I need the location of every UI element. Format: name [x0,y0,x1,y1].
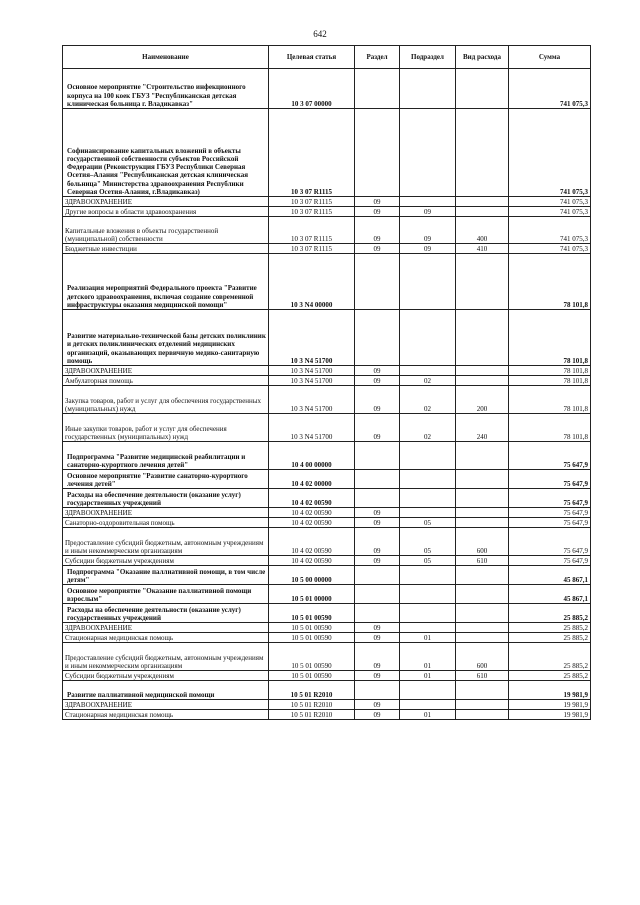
row-expense-type-cell [456,508,509,518]
row-name-cell: Развитие паллиативной медицинской помощи [63,681,269,700]
row-name-cell: Подпрограмма "Развитие медицинской реабилитации и санаторно-курортного лечения детей" [63,442,269,470]
row-expense-type-cell [456,366,509,376]
row-target-article-cell: 10 5 01 00000 [269,585,355,604]
row-amount-cell: 45 867,1 [509,585,591,604]
row-subsection-cell [400,109,456,197]
row-expense-type-cell [456,604,509,623]
row-section-cell: 09 [355,217,400,244]
row-subsection-cell [400,366,456,376]
row-name-cell: Предоставление субсидий бюджетным, автономным учреждениям и иным некоммерческим организациям [63,643,269,671]
row-subsection-cell [400,489,456,508]
row-section-cell: 09 [355,197,400,207]
table-row [63,217,591,244]
row-name-cell: ЗДРАВООХРАНЕНИЕ [63,623,269,633]
row-name-cell: ЗДРАВООХРАНЕНИЕ [63,366,269,376]
header-expense-type: Вид расхода [456,46,509,69]
row-target-article-cell: 10 4 02 00000 [269,470,355,489]
row-target-article-cell: 10 5 01 R2010 [269,681,355,700]
row-amount-cell: 19 981,9 [509,710,591,720]
row-target-article-cell: 10 3 N4 51700 [269,366,355,376]
table-row [63,604,591,623]
table-row [63,207,591,217]
row-expense-type-cell: 610 [456,556,509,566]
row-amount-cell: 19 981,9 [509,700,591,710]
row-amount-cell: 741 075,3 [509,69,591,109]
page-number: 642 [313,29,327,39]
row-target-article-cell: 10 4 02 00590 [269,528,355,556]
row-section-cell: 09 [355,508,400,518]
row-section-cell: 09 [355,376,400,386]
table-row [63,386,591,414]
row-name-cell: Амбулаторная помощь [63,376,269,386]
header-section: Раздел [355,46,400,69]
row-amount-cell: 78 101,8 [509,386,591,414]
row-expense-type-cell: 410 [456,244,509,254]
row-subsection-cell: 09 [400,217,456,244]
row-name-cell: Основное мероприятие "Развитие санаторно-курортного лечения детей" [63,470,269,489]
row-target-article-cell: 10 4 02 00590 [269,489,355,508]
row-name-cell: Субсидии бюджетным учреждениям [63,556,269,566]
row-name-cell: Расходы на обеспечение деятельности (оказание услуг) государственных учреждений [63,489,269,508]
row-amount-cell: 25 885,2 [509,633,591,643]
table-row [63,376,591,386]
row-name-cell: Софинансирование капитальных вложений в объекты государственной собственности субъектов Российской Федерации (Реконструкция ГБУЗ Республики Северная Осетия–Алания "Республиканская детская клиническая больница" Министерства здравоохранения Республики Северная Осетия-Алания, г.Владикавказ) [63,109,269,197]
row-target-article-cell: 10 3 07 R1115 [269,244,355,254]
row-expense-type-cell: 600 [456,643,509,671]
row-target-article-cell: 10 3 N4 51700 [269,310,355,366]
row-section-cell [355,109,400,197]
row-target-article-cell: 10 3 N4 00000 [269,254,355,310]
row-section-cell [355,470,400,489]
row-amount-cell: 75 647,9 [509,442,591,470]
row-subsection-cell: 02 [400,376,456,386]
table-row [63,566,591,585]
table-row [63,671,591,681]
row-expense-type-cell [456,207,509,217]
row-name-cell: Предоставление субсидий бюджетным, автономным учреждениям и иным некоммерческим организациям [63,528,269,556]
row-section-cell [355,681,400,700]
row-amount-cell: 25 885,2 [509,623,591,633]
row-target-article-cell: 10 3 07 00000 [269,69,355,109]
table-row [63,643,591,671]
row-target-article-cell: 10 5 01 00590 [269,604,355,623]
table-row [63,623,591,633]
row-amount-cell: 741 075,3 [509,207,591,217]
row-expense-type-cell: 240 [456,414,509,442]
row-section-cell [355,604,400,623]
row-subsection-cell: 01 [400,710,456,720]
row-subsection-cell: 02 [400,386,456,414]
row-section-cell: 09 [355,556,400,566]
table-row [63,528,591,556]
row-amount-cell: 78 101,8 [509,254,591,310]
row-name-cell: Субсидии бюджетным учреждениям [63,671,269,681]
row-section-cell: 09 [355,633,400,643]
table-row [63,700,591,710]
row-expense-type-cell [456,633,509,643]
row-target-article-cell: 10 5 01 00590 [269,643,355,671]
row-name-cell: Санаторно-оздоровительная помощь [63,518,269,528]
row-expense-type-cell [456,109,509,197]
row-expense-type-cell: 610 [456,671,509,681]
row-amount-cell: 78 101,8 [509,366,591,376]
row-expense-type-cell [456,585,509,604]
row-amount-cell: 75 647,9 [509,528,591,556]
row-target-article-cell: 10 5 01 R2010 [269,710,355,720]
row-section-cell [355,310,400,366]
table-row [63,244,591,254]
row-name-cell: Иные закупки товаров, работ и услуг для обеспечения государственных (муниципальных) нужд [63,414,269,442]
row-subsection-cell [400,442,456,470]
row-subsection-cell: 01 [400,643,456,671]
row-name-cell: Стационарная медицинская помощь [63,710,269,720]
table-row [63,197,591,207]
row-name-cell: Капитальные вложения в объекты государственной (муниципальной) собственности [63,217,269,244]
row-section-cell: 09 [355,623,400,633]
row-name-cell: Стационарная медицинская помощь [63,633,269,643]
table-row [63,518,591,528]
row-section-cell [355,69,400,109]
row-subsection-cell [400,254,456,310]
row-target-article-cell: 10 3 07 R1115 [269,197,355,207]
row-subsection-cell [400,681,456,700]
row-subsection-cell [400,508,456,518]
header-target-article: Целевая статья [269,46,355,69]
row-expense-type-cell [456,197,509,207]
table-row [63,681,591,700]
row-subsection-cell: 09 [400,244,456,254]
row-subsection-cell [400,566,456,585]
row-subsection-cell [400,310,456,366]
row-target-article-cell: 10 4 00 00000 [269,442,355,470]
row-expense-type-cell [456,376,509,386]
row-section-cell: 09 [355,700,400,710]
row-target-article-cell: 10 3 N4 51700 [269,414,355,442]
row-amount-cell: 78 101,8 [509,376,591,386]
row-target-article-cell: 10 3 N4 51700 [269,376,355,386]
row-expense-type-cell [456,700,509,710]
header-amount: Сумма [509,46,591,69]
row-expense-type-cell [456,69,509,109]
row-subsection-cell: 05 [400,556,456,566]
row-amount-cell: 75 647,9 [509,508,591,518]
row-amount-cell: 75 647,9 [509,518,591,528]
row-target-article-cell: 10 4 02 00590 [269,556,355,566]
table-row [63,508,591,518]
table-header-row [63,46,591,69]
row-section-cell: 09 [355,643,400,671]
row-amount-cell: 19 981,9 [509,681,591,700]
row-target-article-cell: 10 3 N4 51700 [269,386,355,414]
row-target-article-cell: 10 3 07 R1115 [269,207,355,217]
row-expense-type-cell: 200 [456,386,509,414]
row-expense-type-cell [456,566,509,585]
row-target-article-cell: 10 3 07 R1115 [269,217,355,244]
row-name-cell: ЗДРАВООХРАНЕНИЕ [63,700,269,710]
header-subsection: Подраздел [400,46,456,69]
row-name-cell: Основное мероприятие "Строительство инфекционного корпуса на 100 коек ГБУЗ "Республиканская детская клиническая больница г. Владикавказ" [63,69,269,109]
row-target-article-cell: 10 5 01 00590 [269,633,355,643]
row-subsection-cell: 02 [400,414,456,442]
row-section-cell [355,489,400,508]
row-target-article-cell: 10 4 02 00590 [269,508,355,518]
table-row [63,109,591,197]
table-row [63,414,591,442]
row-subsection-cell [400,623,456,633]
row-subsection-cell [400,69,456,109]
row-subsection-cell [400,585,456,604]
row-expense-type-cell [456,710,509,720]
row-expense-type-cell [456,518,509,528]
row-expense-type-cell: 600 [456,528,509,556]
row-section-cell [355,566,400,585]
row-amount-cell: 25 885,2 [509,671,591,681]
row-amount-cell: 78 101,8 [509,414,591,442]
table-row [63,254,591,310]
row-expense-type-cell [456,442,509,470]
row-section-cell: 09 [355,518,400,528]
row-subsection-cell [400,470,456,489]
row-subsection-cell [400,604,456,623]
table-body [63,69,591,720]
row-section-cell: 09 [355,710,400,720]
row-name-cell: Закупка товаров, работ и услуг для обеспечения государственных (муниципальных) нужд [63,386,269,414]
row-name-cell: Бюджетные инвестиции [63,244,269,254]
row-section-cell: 09 [355,366,400,376]
table-row [63,470,591,489]
row-subsection-cell: 01 [400,633,456,643]
row-name-cell: Другие вопросы в области здравоохранения [63,207,269,217]
row-section-cell: 09 [355,386,400,414]
row-section-cell: 09 [355,528,400,556]
row-name-cell: Реализация мероприятий Федерального проекта "Развитие детского здравоохранения, включая создание современной инфраструктуры оказания медицинской помощи" [63,254,269,310]
row-section-cell [355,442,400,470]
row-amount-cell: 741 075,3 [509,197,591,207]
row-target-article-cell: 10 3 07 R1115 [269,109,355,197]
table-row [63,366,591,376]
row-expense-type-cell [456,681,509,700]
row-section-cell [355,254,400,310]
row-section-cell: 09 [355,414,400,442]
row-amount-cell: 45 867,1 [509,566,591,585]
header-name: Наименование [63,46,269,69]
row-amount-cell: 741 075,3 [509,109,591,197]
budget-table [62,45,591,720]
row-amount-cell: 78 101,8 [509,310,591,366]
row-section-cell: 09 [355,244,400,254]
row-amount-cell: 75 647,9 [509,489,591,508]
row-amount-cell: 75 647,9 [509,556,591,566]
row-expense-type-cell [456,470,509,489]
row-name-cell: Развитие материально-технической базы детских поликлиник и детских поликлинических отделений медицинских организаций, оказывающих первичную медико-санитарную помощь [63,310,269,366]
row-amount-cell: 741 075,3 [509,244,591,254]
row-subsection-cell: 01 [400,671,456,681]
row-target-article-cell: 10 5 00 00000 [269,566,355,585]
row-subsection-cell: 05 [400,528,456,556]
row-subsection-cell: 09 [400,207,456,217]
row-target-article-cell: 10 5 01 00590 [269,671,355,681]
row-expense-type-cell [456,254,509,310]
row-section-cell: 09 [355,671,400,681]
row-amount-cell: 25 885,2 [509,643,591,671]
row-section-cell [355,585,400,604]
row-name-cell: Расходы на обеспечение деятельности (оказание услуг) государственных учреждений [63,604,269,623]
row-subsection-cell [400,197,456,207]
row-name-cell: ЗДРАВООХРАНЕНИЕ [63,197,269,207]
table-row [63,710,591,720]
row-expense-type-cell: 400 [456,217,509,244]
table-row [63,442,591,470]
row-name-cell: ЗДРАВООХРАНЕНИЕ [63,508,269,518]
table-row [63,69,591,109]
row-amount-cell: 75 647,9 [509,470,591,489]
row-amount-cell: 741 075,3 [509,217,591,244]
row-target-article-cell: 10 5 01 00590 [269,623,355,633]
table-row [63,585,591,604]
row-section-cell: 09 [355,207,400,217]
row-expense-type-cell [456,489,509,508]
table-row [63,310,591,366]
row-expense-type-cell [456,623,509,633]
row-expense-type-cell [456,310,509,366]
row-subsection-cell [400,700,456,710]
row-amount-cell: 25 885,2 [509,604,591,623]
row-target-article-cell: 10 5 01 R2010 [269,700,355,710]
row-name-cell: Подпрограмма "Оказание паллиативной помощи, в том числе детям" [63,566,269,585]
table-row [63,633,591,643]
row-name-cell: Основное мероприятие "Оказание паллиативной помощи взрослым" [63,585,269,604]
row-target-article-cell: 10 4 02 00590 [269,518,355,528]
row-subsection-cell: 05 [400,518,456,528]
table-row [63,489,591,508]
table-row [63,556,591,566]
